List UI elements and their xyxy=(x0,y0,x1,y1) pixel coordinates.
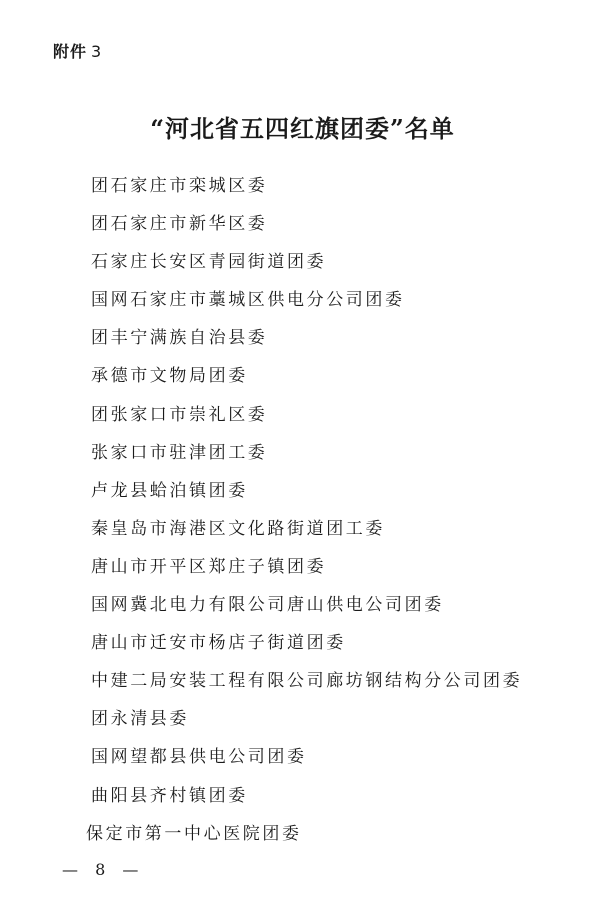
list-item: 团石家庄市栾城区委 xyxy=(91,176,268,196)
list-item: 保定市第一中心医院团委 xyxy=(86,823,302,844)
attachment-label xyxy=(53,42,102,62)
list-item: 承德市文物局团委 xyxy=(91,366,248,387)
name-list xyxy=(86,171,523,857)
list-item: 卢龙县蛤泊镇团委 xyxy=(91,480,248,501)
list-item: 曲阳县齐村镇团委 xyxy=(91,785,248,806)
list-item: 石家庄长安区青园街道团委 xyxy=(91,252,327,273)
list-item: 团永清县委 xyxy=(91,709,189,730)
list-item: 唐山市迁安市杨店子街道团委 xyxy=(91,633,346,654)
list-item: 张家口市驻津团工委 xyxy=(91,442,268,463)
list-item: 国网冀北电力有限公司唐山供电公司团委 xyxy=(91,595,444,616)
list-item: 秦皇岛市海港区文化路街道团工委 xyxy=(91,518,385,539)
attachment-word: 附件 xyxy=(53,42,88,61)
list-item: 唐山市开平区郑庄子镇团委 xyxy=(91,556,327,577)
list-item: 团石家庄市新华区委 xyxy=(91,214,268,235)
list-item: 国网石家庄市藁城区供电分公司团委 xyxy=(91,290,405,311)
list-item: 中建二局安装工程有限公司廊坊钢结构分公司团委 xyxy=(91,671,523,692)
document-title: “河北省五四红旗团委”名单 xyxy=(150,114,455,143)
list-item: 团丰宁满族自治县委 xyxy=(91,328,268,349)
list-item: 国网望都县供电公司团委 xyxy=(91,747,307,768)
attachment-number: 3 xyxy=(91,42,103,61)
page-number: — 8 — xyxy=(62,860,145,879)
list-item: 团张家口市崇礼区委 xyxy=(91,404,268,425)
